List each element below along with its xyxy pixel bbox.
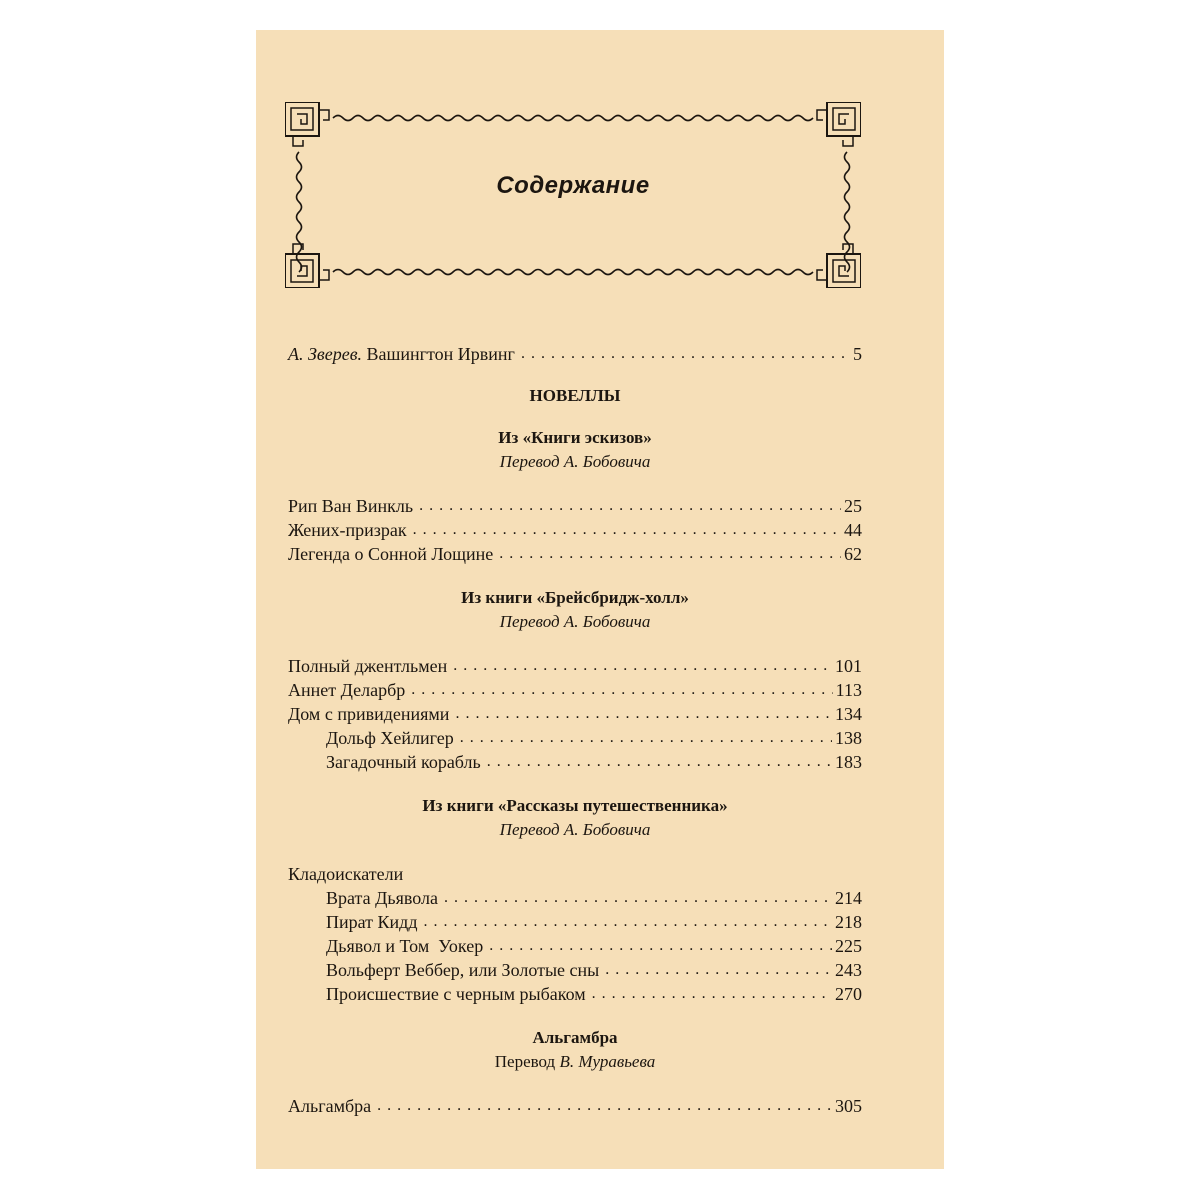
toc-entry[interactable]: Дом с привидениями . . . 134 (288, 702, 862, 726)
section-translator: Перевод А. Бобовича (499, 612, 651, 631)
dot-leader (499, 540, 841, 566)
page-number: 225 (835, 936, 862, 956)
toc-entry[interactable]: Загадочный корабль . . . 183 (288, 750, 862, 774)
toc-entry[interactable]: Происшествие с черным рыбаком . . . 270 (288, 982, 862, 1006)
intro-title: Вашингтон Ирвинг (366, 344, 515, 364)
dot-leader (453, 652, 832, 678)
intro-author: А. Зверев. (288, 344, 363, 364)
toc-entry[interactable]: Врата Дьявола . . . 214 (288, 886, 862, 910)
page-number: 270 (835, 984, 862, 1004)
section-heading: Альгамбра (532, 1028, 618, 1047)
page-number: 305 (835, 1096, 862, 1116)
page-number: 101 (835, 656, 862, 676)
page-number: 44 (844, 520, 862, 540)
dot-leader (487, 748, 832, 774)
page-number: 138 (835, 728, 862, 748)
dot-leader (489, 932, 832, 958)
table-of-contents (288, 342, 862, 1118)
dot-leader (444, 884, 832, 910)
dot-leader (455, 700, 832, 726)
dot-leader (592, 980, 832, 1006)
page-number: 134 (835, 704, 862, 724)
section-translator: Перевод А. Бобовича (499, 820, 651, 839)
toc-entry[interactable]: Дольф Хейлигер . . . 138 (288, 726, 862, 750)
toc-entry[interactable]: Альгамбра . . . 305 (288, 1094, 862, 1118)
dot-leader (413, 516, 841, 542)
dot-leader (605, 956, 832, 982)
dot-leader (423, 908, 832, 934)
page-number: 183 (835, 752, 862, 772)
dot-leader (460, 724, 832, 750)
section-heading: Из книги «Рассказы путешественника» (422, 796, 728, 815)
toc-entry[interactable]: Аннет Деларбр . . . 113 (288, 678, 862, 702)
toc-group-title: Кладоискатели (288, 864, 404, 884)
toc-entry[interactable]: Вольферт Веббер, или Золотые сны . . . 243 (288, 958, 862, 982)
main-heading: НОВЕЛЛЫ (529, 386, 621, 405)
page-number: 243 (835, 960, 862, 980)
toc-entry-intro[interactable] (288, 342, 862, 366)
toc-entry[interactable]: Пират Кидд . . . 218 (288, 910, 862, 934)
page-number: 62 (844, 544, 862, 564)
page-number: 113 (835, 680, 862, 700)
page-number: 5 (853, 344, 862, 364)
page-number: 218 (835, 912, 862, 932)
section-heading: Из книги «Брейсбридж-холл» (461, 588, 689, 607)
section-translator: Перевод В. Муравьева (494, 1052, 656, 1071)
page-title: Содержание (496, 172, 650, 199)
section-translator: Перевод А. Бобовича (499, 452, 651, 471)
ornamental-title-frame (285, 102, 861, 288)
dot-leader (377, 1092, 832, 1118)
dot-leader (411, 676, 832, 702)
toc-entry[interactable]: Рип Ван Винкль . . . 25 (288, 494, 862, 518)
toc-entry[interactable]: Дьявол и Том Уокер . . . 225 (288, 934, 862, 958)
page-number: 214 (835, 888, 862, 908)
dot-leader (419, 492, 841, 518)
section-heading: Из «Книги эскизов» (498, 428, 652, 447)
book-page (256, 30, 944, 1169)
dot-leader (521, 340, 850, 366)
toc-entry[interactable]: Жених-призрак . . . 44 (288, 518, 862, 542)
toc-entry[interactable]: Легенда о Сонной Лощине . . . 62 (288, 542, 862, 566)
page-number: 25 (844, 496, 862, 516)
toc-entry[interactable]: Полный джентльмен . . . 101 (288, 654, 862, 678)
